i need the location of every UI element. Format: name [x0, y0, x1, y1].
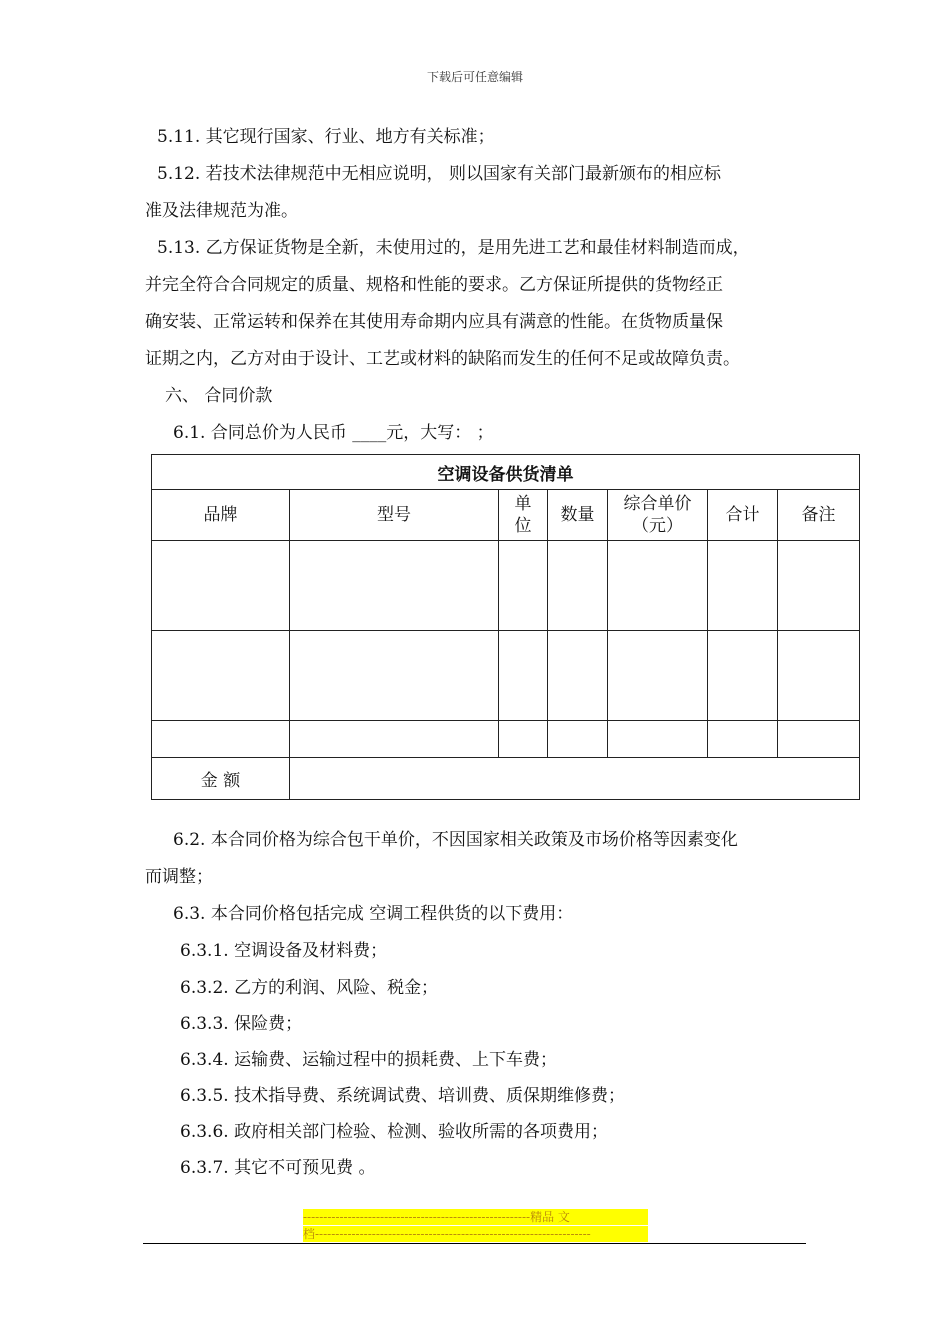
table-row [152, 721, 860, 758]
table-amount-row [152, 758, 860, 800]
table-title: 空调设备供货清单 [152, 455, 860, 490]
table-cell [290, 631, 499, 721]
table-cell [499, 721, 548, 758]
clause-6-3: 6.3. 本合同价格包括完成 空调工程供货的以下费用： [173, 904, 574, 924]
clause-6-1: 6.1. 合同总价为人民币 ____元，大写： ； [173, 423, 494, 443]
header-remark: 备注 [778, 490, 860, 541]
clause-6-3-5: 6.3.5. 技术指导费、系统调试费、培训费、质保期维修费； [180, 1086, 626, 1106]
table-cell [778, 631, 860, 721]
header-unit-price [608, 490, 708, 541]
table-cell [152, 631, 290, 721]
amount-label: 金 额 [152, 758, 290, 800]
table-cell [708, 541, 778, 631]
table-row [152, 631, 860, 721]
clause-5-13-line4: 证期之内，乙方对由于设计、工艺或材料的缺陷而发生的任何不足或故障负责。 [145, 349, 740, 369]
table-cell [548, 721, 608, 758]
header-quantity: 数量 [548, 490, 608, 541]
clause-5-13-line1: 5.13. 乙方保证货物是全新，未使用过的，是用先进工艺和最佳材料制造而成， [157, 238, 750, 258]
header-price-line1: 综合单价 [623, 494, 692, 514]
table-row [152, 541, 860, 631]
clause-6-3-3: 6.3.3. 保险费； [180, 1014, 303, 1034]
clause-5-13-line3: 确安装、正常运转和保养在其使用寿命期内应具有满意的性能。在货物质量保 [145, 312, 723, 332]
section-6-heading: 六、 合同价款 [165, 386, 273, 406]
table-cell [499, 541, 548, 631]
table-cell [290, 541, 499, 631]
table-cell [548, 631, 608, 721]
table-cell [152, 541, 290, 631]
clause-6-3-1: 6.3.1. 空调设备及材料费； [180, 941, 388, 961]
table-cell [708, 721, 778, 758]
table-cell [608, 631, 708, 721]
footer-divider [143, 1243, 806, 1244]
header-unit-line2: 位 [514, 516, 532, 536]
header-unit-line1: 单 [514, 494, 532, 514]
header-model: 型号 [290, 490, 499, 541]
page-header-note: 下载后可任意编辑 [426, 70, 523, 84]
supply-list-table [151, 454, 860, 800]
table-cell [152, 721, 290, 758]
header-unit [499, 490, 548, 541]
table-header-row [152, 490, 860, 541]
footer-banner-line2: 档-------------------------------------------------------------------- [303, 1226, 648, 1242]
clause-6-3-2: 6.3.2. 乙方的利润、风险、税金； [180, 978, 439, 998]
clause-6-3-4: 6.3.4. 运输费、运输过程中的损耗费、上下车费； [180, 1050, 558, 1070]
table-cell [290, 721, 499, 758]
clause-6-2-line2: 而调整； [145, 867, 213, 887]
clause-5-13-line2: 并完全符合合同规定的质量、规格和性能的要求。乙方保证所提供的货物经正 [145, 275, 723, 295]
table-cell [708, 631, 778, 721]
table-cell [778, 721, 860, 758]
clause-6-3-7: 6.3.7. 其它不可预见费 。 [180, 1158, 376, 1178]
table-cell [608, 541, 708, 631]
clause-5-12-line1: 5.12. 若技术法律规范中无相应说明， 则以国家有关部门最新颁布的相应标 [157, 164, 722, 184]
footer-banner-line1: --------------------------------------------------------精品 文 [303, 1209, 648, 1225]
table-cell [608, 721, 708, 758]
clause-5-12-line2: 准及法律规范为准。 [145, 201, 298, 221]
amount-value [290, 758, 860, 800]
clause-6-3-6: 6.3.6. 政府相关部门检验、检测、验收所需的各项费用； [180, 1122, 609, 1142]
clause-6-2-line1: 6.2. 本合同价格为综合包干单价，不因国家相关政策及市场价格等因素变化 [173, 830, 738, 850]
header-total: 合计 [708, 490, 778, 541]
clause-5-11: 5.11. 其它现行国家、行业、地方有关标准； [157, 127, 495, 147]
table-cell [499, 631, 548, 721]
header-price-line2: （元） [632, 516, 683, 536]
table-cell [778, 541, 860, 631]
table-cell [548, 541, 608, 631]
header-brand: 品牌 [152, 490, 290, 541]
